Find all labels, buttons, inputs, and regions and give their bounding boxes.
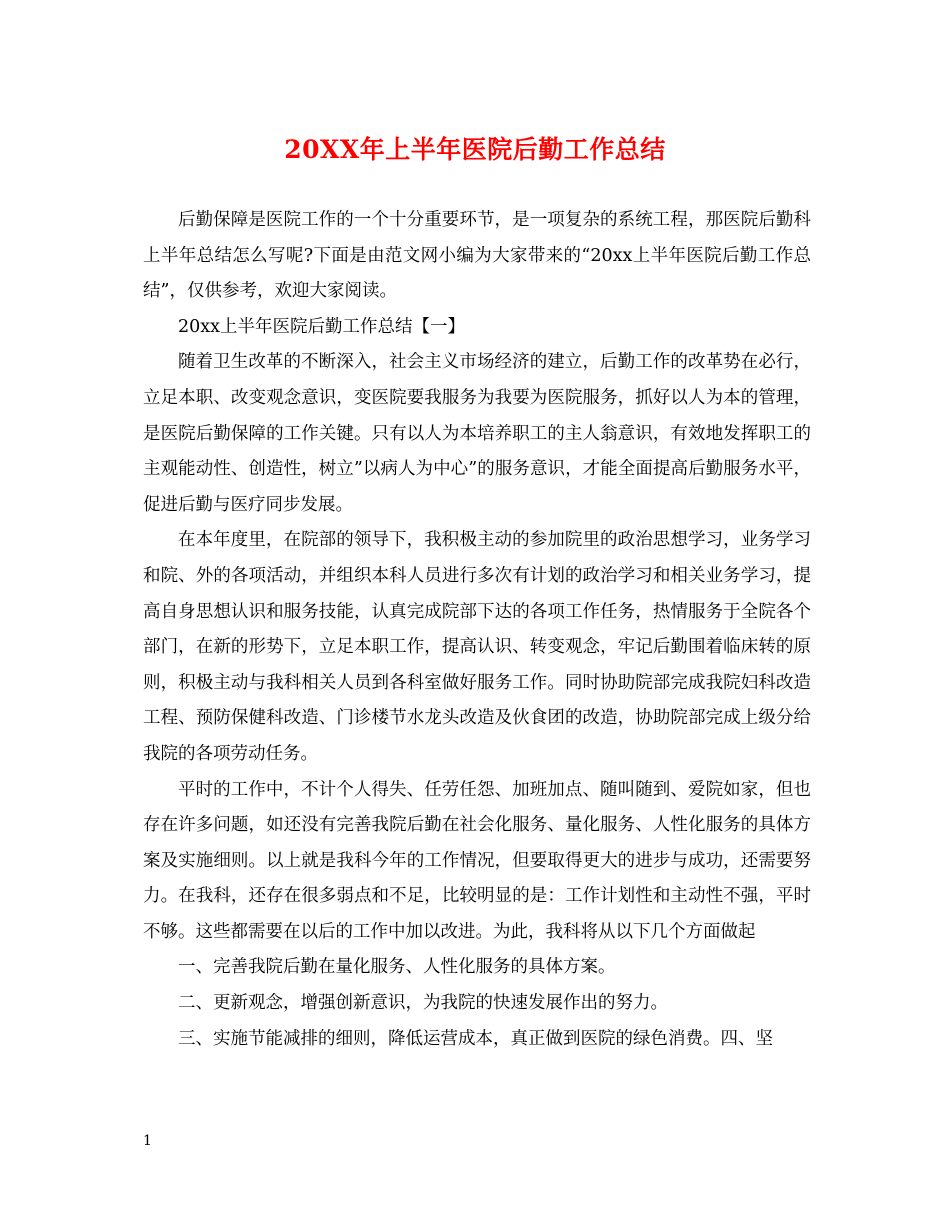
list-item-1: 一、完善我院后勤在量化服务、人性化服务的具体方案。 bbox=[178, 957, 616, 978]
document-body bbox=[143, 203, 811, 1057]
document-title: 20XX年上半年医院后勤工作总结 bbox=[284, 135, 666, 164]
paragraph-reform: 随着卫生改革的不断深入，社会主义市场经济的建立，后勤工作的改革势在必行，立足本职、改变观念意识，变医院要我服务为我要为医院服务，抓好以人为本的管理，是医院后勤保障的工作关键。只有以人为本培养职工的主人翁意识，有效地发挥职工的主观能动性、创造性，树立”以病人为中心”的服务意识，才能全面提高后勤服务水平，促进后勤与医疗同步发展。 bbox=[143, 352, 811, 515]
paragraph-annual-work: 在本年度里，在院部的领导下，我积极主动的参加院里的政治思想学习，业务学习和院、外的各项活动，并组织本科人员进行多次有计划的政治学习和相关业务学习，提高自身思想认识和服务技能，认真完成院部下达的各项工作任务，热情服务于全院各个部门，在新的形势下，立足本职工作，提高认识、转变观念，牢记后勤围着临床转的原则，积极主动与我科相关人员到各科室做好服务工作。同时协助院部完成我院妇科改造工程、预防保健科改造、门诊楼节水龙头改造及伙食团的改造，协助院部完成上级分给我院的各项劳动任务。 bbox=[143, 530, 811, 764]
paragraph-intro: 后勤保障是医院工作的一个十分重要环节，是一项复杂的系统工程，那医院后勤科上半年总结怎么写呢?下面是由范文网小编为大家带来的“20xx上半年医院后勤工作总结”，仅供参考，欢迎大家阅读。 bbox=[143, 210, 811, 302]
page-number: 1 bbox=[143, 1133, 152, 1149]
list-item-3: 三、实施节能减排的细则，降低运营成本，真正做到医院的绿色消费。四、坚 bbox=[178, 1028, 773, 1049]
list-item-2: 二、更新观念，增强创新意识，为我院的快速发展作出的努力。 bbox=[178, 993, 668, 1014]
paragraph-problems: 平时的工作中，不计个人得失、任劳任怨、加班加点、随叫随到、爱院如家，但也存在许多问题，如还没有完善我院后勤在社会化服务、量化服务、人性化服务的具体方案及实施细则。以上就是我科今年的工作情况，但要取得更大的进步与成功，还需要努力。在我科，还存在很多弱点和不足，比较明显的是：工作计划性和主动性不强，平时不够。这些都需要在以后的工作中加以改进。为此，我科将从以下几个方面做起 bbox=[143, 779, 811, 942]
section-heading: 20xx上半年医院后勤工作总结【一】 bbox=[178, 316, 466, 337]
